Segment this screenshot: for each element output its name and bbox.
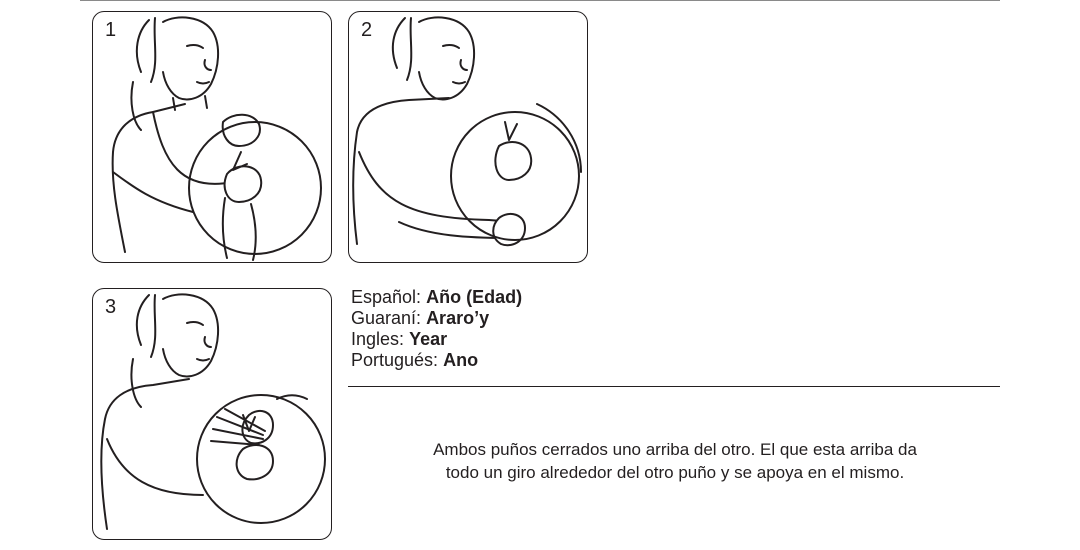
- language-label: Ingles:: [351, 329, 405, 349]
- translation-english: [351, 329, 522, 350]
- illustration-panel-1: [92, 11, 332, 263]
- top-rule: [80, 0, 1000, 1]
- sign-description: [352, 438, 998, 484]
- illustration-panel-2: [348, 11, 588, 263]
- panel-number: 3: [105, 296, 117, 318]
- translation-spanish: [351, 287, 522, 308]
- signer-illustration-3: [93, 289, 332, 540]
- translation-guarani: [351, 308, 522, 329]
- translated-word: Ano: [443, 350, 479, 370]
- translated-word: Araro’y: [426, 308, 490, 328]
- translations-block: [351, 287, 522, 371]
- translated-word: Year: [409, 329, 448, 349]
- illustration-panel-3: [92, 288, 332, 540]
- language-label: Guaraní:: [351, 308, 422, 328]
- panel-number: 1: [105, 19, 117, 41]
- description-line-2: todo un giro alrededor del otro puño y se apoya en el mismo.: [445, 463, 905, 482]
- panel-number: 2: [361, 19, 373, 41]
- signer-illustration-1: [93, 12, 332, 263]
- description-line-1: Ambos puños cerrados uno arriba del otro. El que esta arriba da: [433, 440, 917, 459]
- signer-illustration-2: [349, 12, 588, 263]
- language-label: Portugués:: [351, 350, 439, 370]
- section-divider: [348, 386, 1000, 387]
- translation-portuguese: [351, 350, 522, 371]
- language-label: Español:: [351, 287, 422, 307]
- translated-word: Año (Edad): [426, 287, 523, 307]
